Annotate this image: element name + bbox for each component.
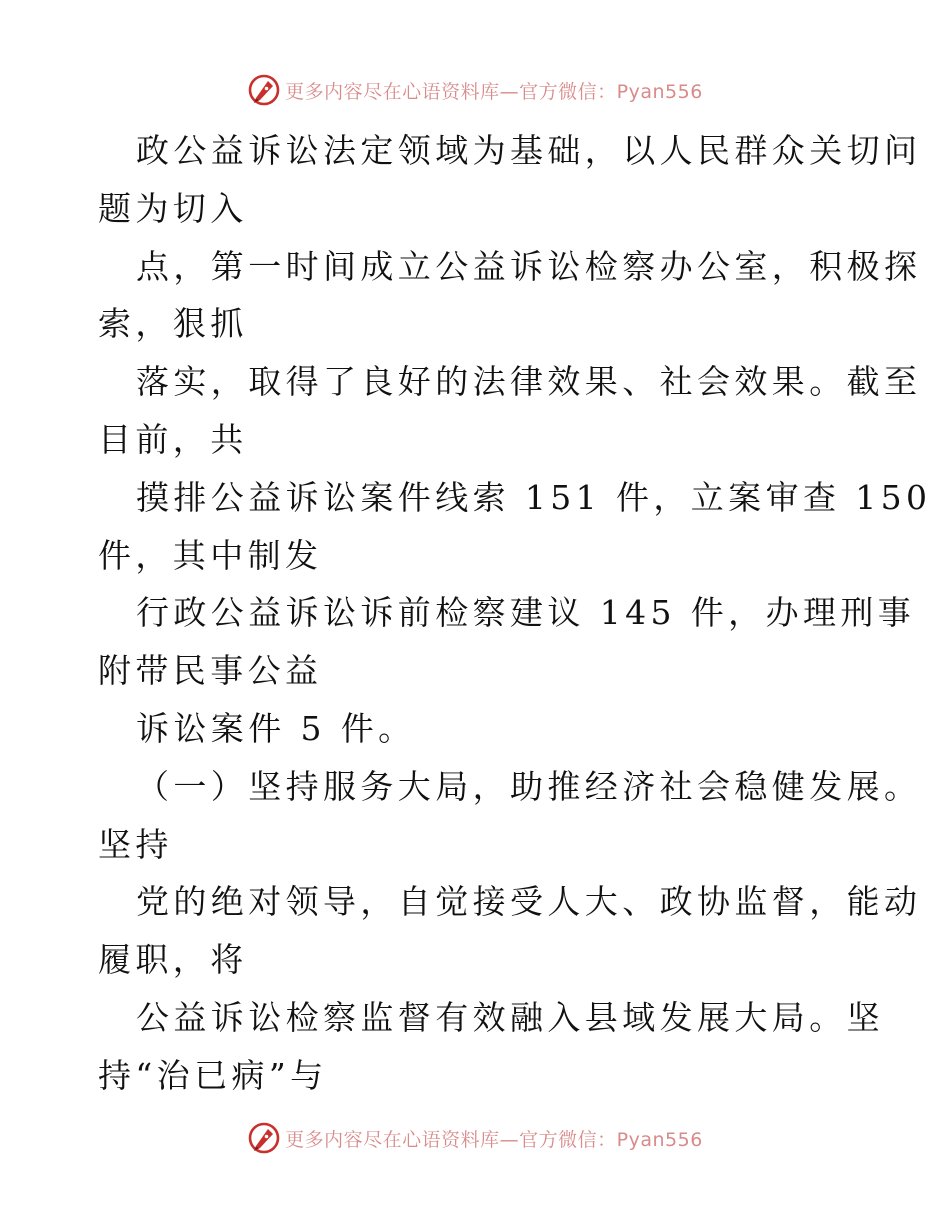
text-line: 题为切入 [98, 188, 248, 228]
text-line: 索，狠抓 [98, 304, 248, 344]
document-body [98, 122, 932, 1105]
pen-nib-logo-icon [247, 73, 281, 107]
text-line: 落实，取得了良好的法律效果、社会效果。截至 [136, 362, 922, 402]
section-heading-line: （一）坚持服务大局，助推经济社会稳健发展。 [136, 766, 922, 806]
text-line: 持“治已病”与 [98, 1055, 328, 1095]
header-banner [0, 70, 950, 110]
text-line: 党的绝对领导，自觉接受人大、政协监督，能动 [136, 882, 922, 922]
text-line: 目前，共 [98, 419, 248, 459]
text-line: 点，第一时间成立公益诉讼检察办公室，积极探 [136, 246, 922, 286]
text-line: 政公益诉讼法定领域为基础，以人民群众关切问 [136, 131, 922, 170]
text-line: 摸排公益诉讼案件线索 151 件，立案审查 150 [136, 477, 932, 517]
text-line: 履职，将 [98, 940, 248, 980]
text-line: 公益诉讼检察监督有效融入县域发展大局。坚 [136, 997, 884, 1037]
text-line: 诉讼案件 5 件。 [136, 708, 416, 748]
header-banner-text: 更多内容尽在心语资料库—官方微信：Pyan556 [285, 80, 703, 103]
text-line: 附带民事公益 [98, 651, 323, 691]
text-line: 行政公益诉讼诉前检察建议 145 件，办理刑事 [136, 593, 916, 633]
text-line: 坚持 [98, 824, 173, 864]
footer-banner [0, 1118, 950, 1158]
pen-nib-logo-icon [247, 1121, 281, 1155]
text-line: 件，其中制发 [98, 535, 323, 575]
footer-banner-text: 更多内容尽在心语资料库—官方微信：Pyan556 [285, 1128, 703, 1151]
